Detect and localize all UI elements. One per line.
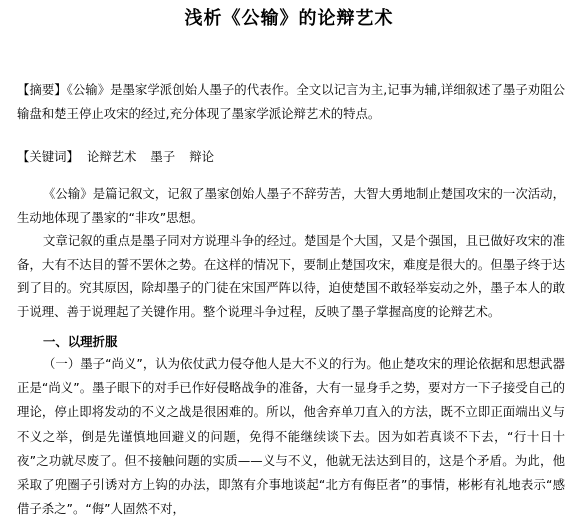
keyword-item: 墨子: [150, 149, 176, 164]
body-paragraph-1: 《公输》是篇记叙文，记叙了墨家创始人墨子不辞劳苦，大智大勇地制止楚国攻宋的一次活动，生动地体现了墨家的“非攻”思想。: [17, 186, 565, 225]
body-paragraph-2: 文章记叙的重点是墨子同对方说理斗争的经过。楚国是个大国，又是个强国，且已做好攻宋的准备，大有不达目的誓不罢休之势。在这样的情况下，要制止楚国攻宋，难度是很大的。但墨子终于达到了目的。究其原因，除却墨子的门徒在宋国严阵以待，迫使楚国不敢轻举妄动之外，墨子本人的敢于说理、善于说理起了关键作用。整个说理斗争过程，反映了墨子掌握高度的论辩艺术。: [17, 233, 565, 319]
keyword-item: 论辩艺术: [86, 149, 137, 164]
section-heading: 一、以理折服: [43, 334, 118, 349]
abstract-paragraph: 【摘要】《公输》是墨家学派创始人墨子的代表作。全文以记言为主,记事为辅,详细叙述了墨子劝阻公输盘和楚王停止攻宋的经过,充分体现了墨家学派论辩艺术的特点。: [17, 82, 565, 121]
body-paragraph-3: （一）墨子“尚义”，认为依仗武力侵夺他人是大不义的行为。他止楚攻宋的理论依据和思想武器正是“尚义”。墨子眼下的对手已作好侵略战争的准备，大有一显身手之势，要对方一下子接受自己的理论，停止即将发动的不义之战是很困难的。所以，他舍弃单刀直入的方法，既不立即正面端出义与不义之举，倒是先谨慎地回避义的问题，免得不能继续谈下去。因为如若真谈不下去，“行十日十夜”之功就尽废了。但不接触问题的实质——义与不义，他就无法达到目的，这是个矛盾。为此，他采取了兜圈子引诱对方上钩的办法，即煞有介事地谈起“北方有侮臣者”的事情，彬彬有礼地表示“感借子杀之”。“侮”人固然不对，: [17, 356, 565, 517]
keywords-label: 【关键词】: [17, 149, 79, 164]
body-section-intro: [17, 182, 565, 323]
article-title: 浅析《公输》的论辩艺术: [184, 8, 394, 29]
keywords-line: [17, 145, 565, 169]
keyword-item: 辩论: [189, 149, 214, 164]
